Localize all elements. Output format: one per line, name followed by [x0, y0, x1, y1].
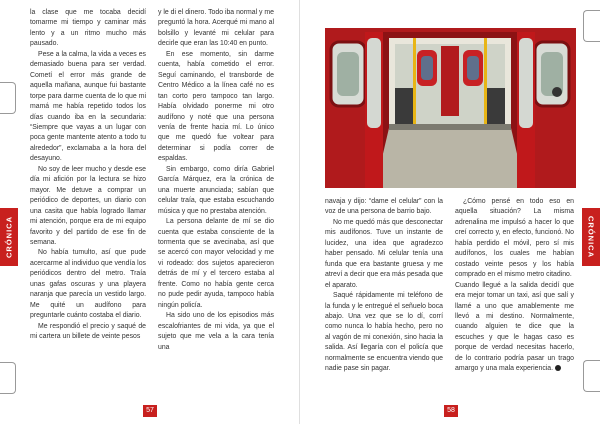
page-edge-mark — [583, 10, 600, 42]
paragraph: Ha sido uno de los episodios más escalofriantes de mi vida, ya que el sujeto que me vela a la cara tenía una — [158, 312, 274, 351]
page-number: 57 — [143, 405, 157, 417]
smiley-icon — [555, 365, 561, 371]
right-column-1 — [325, 197, 443, 375]
section-tab-right — [582, 208, 600, 266]
paragraph: la clase que me tocaba decidí tomarme mi tiempo y caminar más lento y a un ritmo mucho más pausado. — [30, 9, 146, 48]
paragraph: En ese momento, sin darme cuenta, había cometido el error. Seguí caminando, el transborde de Centro Médico a la línea café no es tan corto pero tampoco tan largo. Había olvidado ponerme mi otro audífono y noté que una persona venía de frente hacia mí. Lo único que me quedó fue voltear para determinar si podía correr de espaldas. — [158, 50, 274, 163]
right-column-2 — [455, 197, 574, 375]
section-label: CRÓNICA — [586, 216, 596, 258]
left-column-2 — [158, 8, 274, 353]
paragraph: No me quedó más que desconectar mis audífonos. Tuve un instante de lucidez, una idea que agradezco haber pensado. Mi celular tenía una funda que era bastante gruesa y me atreví a decir que era más pesada que el aparato. — [325, 218, 443, 289]
paragraph: Saqué rápidamente mi teléfono de la funda y le entregué el señuelo boca abajo. Una vez que se lo dí, corrí como nunca lo había hecho, pero no al vagón de mi conexión, sino hacia la salida. Así llegaría con el policía que normalmente se encuentra viendo que nadie pase sin pagar. — [325, 292, 443, 373]
left-column-1 — [30, 8, 146, 343]
section-label: CRÓNICA — [4, 216, 14, 258]
paragraph: Sin embargo, como diría Gabriel García Márquez, era la crónica de una muerte anunciada; sabían que celular traía, que estaba escuchando música y que no prestaba atención. — [158, 165, 274, 215]
paragraph: La persona delante de mí se dio cuenta que estaba consciente de la tormenta que se avecinaba, así que se acercó con mayor velocidad y me vi rodeado: dos sujetos aparecieron detrás de mí y el tercero estaba al frente. Como no había gente cerca no pude pedir ayuda, tampoco había ningún policía. — [158, 218, 274, 309]
paragraph: Me respondió el precio y saqué de mi cartera un billete de veinte pesos — [30, 322, 146, 341]
subway-photo — [325, 28, 576, 188]
page-edge-mark — [583, 360, 600, 392]
paragraph: y le di el dinero. Todo iba normal y me preguntó la hora. Acerqué mi mano al bolsillo y levanté mi celular para decirle que eran las 10:40 en punto. — [158, 9, 274, 48]
page-edge-mark — [0, 362, 16, 394]
paragraph: No había tumulto, así que pude acercarme al individuo que vendía los periódicos dentro del metro. Traía unas gafas oscuras y una playera naranja que parecía un vestido largo. Me quité un audífono para preguntarle cuánto costaba el diario. — [30, 249, 146, 320]
section-tab-left — [0, 208, 18, 266]
paragraph: No soy de leer mucho y desde ese día mi afición por la lectura se hizo mayor. Me detuve a comprar un periódico de deportes, un diario con una casita que había logrado llamar mi atención, porque era de mi equipo favorito y del partido de ese fin de semana. — [30, 165, 146, 246]
paragraph: navaja y dijo: “dame el celular” con la voz de una persona de barrio bajo. — [325, 198, 443, 216]
paragraph: Cuando llegué a la salida decidí que era mejor tomar un taxi, así que salí y llamé a uno que amablemente me llevó a mi destino. Normalmente, cuando alguien te dice que la escuches y que le hagas caso es porque de verdad necesitas hacerlo, de lo contrario podría pasar un trago amargo y una mala experiencia. — [455, 281, 574, 373]
page-edge-mark — [0, 82, 16, 114]
paragraph: Pese a la calma, la vida a veces es demasiado buena para ser verdad. Cometí el error más grande de aquella mañana, aunque fui bastante torpe para darme cuenta de lo que mi mamá me había repetido todos los días cuando iba en la secundaria: “Siempre que vayas a un lugar con poca gente mantente atento a todo tu alrededor”, exclamaba a la hora del desayuno. — [30, 50, 146, 163]
paragraph: ¿Cómo pensé en todo eso en aquella situación? La misma adrenalina me impulsó a hacer lo que creí correcto y, en efecto, funcionó. No había perdido el móvil, pero sí mis audífonos, los cuales me habían costado veinte pesos y los había comprado en el mismo metro citadino. — [455, 198, 574, 279]
subway-car-image — [325, 28, 576, 188]
page-number: 58 — [444, 405, 458, 417]
